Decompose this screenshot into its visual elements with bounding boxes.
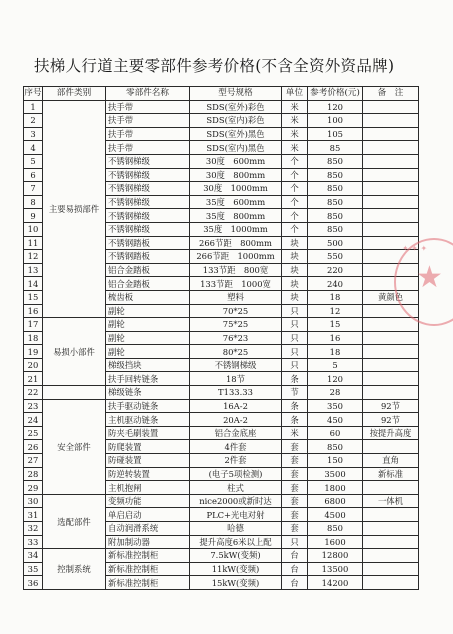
row-number: 31 — [24, 508, 43, 522]
model-spec: 塑料 — [190, 290, 282, 304]
unit: 套 — [282, 454, 308, 468]
model-spec: 133节距 800宽 — [190, 263, 282, 277]
unit: 个 — [282, 209, 308, 223]
table-row — [24, 386, 419, 400]
model-spec: 30度 1000mm — [190, 182, 282, 196]
reference-price: 120 — [308, 100, 363, 114]
model-spec: SDS(室内)黑色 — [190, 141, 282, 155]
part-name: 防夹毛刷装置 — [106, 426, 190, 440]
part-name: 扶手带 — [106, 114, 190, 128]
row-number: 1 — [24, 100, 43, 114]
seal-star-icon: ★ — [416, 260, 443, 295]
part-name: 变频功能 — [106, 494, 190, 508]
header-note: 备 注 — [363, 87, 419, 101]
reference-price: 18 — [308, 345, 363, 359]
row-number: 24 — [24, 413, 43, 427]
category-cell — [43, 386, 106, 400]
reference-price: 850 — [308, 440, 363, 454]
model-spec: 4件套 — [190, 440, 282, 454]
reference-price: 850 — [308, 168, 363, 182]
reference-price: 240 — [308, 277, 363, 291]
part-name: 新标准控制柜 — [106, 562, 190, 576]
reference-price: 220 — [308, 263, 363, 277]
model-spec: T133.33 — [190, 386, 282, 400]
category-cell: 选配部件 — [43, 494, 106, 548]
header-part: 零部件名称 — [106, 87, 190, 101]
row-number: 3 — [24, 127, 43, 141]
reference-price: 15 — [308, 318, 363, 332]
note — [363, 345, 419, 359]
part-name: 铝合金踏板 — [106, 277, 190, 291]
row-number: 8 — [24, 195, 43, 209]
reference-price: 13500 — [308, 562, 363, 576]
row-number: 5 — [24, 154, 43, 168]
row-number: 2 — [24, 114, 43, 128]
model-spec: 提升高度6米以上配 — [190, 535, 282, 549]
model-spec: 18节 — [190, 372, 282, 386]
model-spec: PLC+光电对射 — [190, 508, 282, 522]
reference-price: 120 — [308, 372, 363, 386]
reference-price: 1600 — [308, 535, 363, 549]
row-number: 28 — [24, 467, 43, 481]
model-spec: 柱式 — [190, 481, 282, 495]
category-cell: 控制系统 — [43, 549, 106, 590]
unit: 块 — [282, 277, 308, 291]
model-spec: 266节距 800mm — [190, 236, 282, 250]
reference-price: 850 — [308, 182, 363, 196]
category-cell: 安全部件 — [43, 399, 106, 494]
unit: 只 — [282, 535, 308, 549]
unit: 台 — [282, 576, 308, 590]
model-spec: 15kW(变频) — [190, 576, 282, 590]
unit: 个 — [282, 154, 308, 168]
row-number: 30 — [24, 494, 43, 508]
note — [363, 386, 419, 400]
model-spec: nice2000或新时达 — [190, 494, 282, 508]
note — [363, 331, 419, 345]
reference-price: 850 — [308, 522, 363, 536]
part-name: 单启启动 — [106, 508, 190, 522]
row-number: 32 — [24, 522, 43, 536]
part-name: 不锈钢踏板 — [106, 236, 190, 250]
reference-price: 18 — [308, 290, 363, 304]
reference-price: 6800 — [308, 494, 363, 508]
row-number: 19 — [24, 345, 43, 359]
row-number: 22 — [24, 386, 43, 400]
header-model: 型号规格 — [190, 87, 282, 101]
note — [363, 576, 419, 590]
model-spec: SDS(室内)彩色 — [190, 114, 282, 128]
model-spec: 76*23 — [190, 331, 282, 345]
model-spec: 35度 1000mm — [190, 222, 282, 236]
part-name: 铝合金踏板 — [106, 263, 190, 277]
part-name: 新标准控制柜 — [106, 549, 190, 563]
part-name: 防碰装置 — [106, 454, 190, 468]
row-number: 36 — [24, 576, 43, 590]
note — [363, 168, 419, 182]
reference-price: 85 — [308, 141, 363, 155]
category-cell: 主要易损部件 — [43, 100, 106, 318]
unit: 台 — [282, 549, 308, 563]
model-spec: 16A-2 — [190, 399, 282, 413]
part-name: 不锈钢踏板 — [106, 250, 190, 264]
model-spec: 哈德 — [190, 522, 282, 536]
part-name: 防爬装置 — [106, 440, 190, 454]
row-number: 34 — [24, 549, 43, 563]
part-name: 梯级挡块 — [106, 358, 190, 372]
reference-price: 12 — [308, 304, 363, 318]
note: 黄颜色 — [363, 290, 419, 304]
unit: 个 — [282, 222, 308, 236]
note: 按提升高度 — [363, 426, 419, 440]
row-number: 27 — [24, 454, 43, 468]
document-title: 扶梯人行道主要零部件参考价格(不含全资外资品牌) — [34, 57, 395, 75]
model-spec: (电子5项检测) — [190, 467, 282, 481]
unit: 套 — [282, 440, 308, 454]
part-name: 副轮 — [106, 318, 190, 332]
note — [363, 549, 419, 563]
row-number: 21 — [24, 372, 43, 386]
reference-price: 850 — [308, 154, 363, 168]
unit: 套 — [282, 522, 308, 536]
model-spec: 7.5kW(变频) — [190, 549, 282, 563]
table-row — [24, 100, 419, 114]
part-name: 附加制动器 — [106, 535, 190, 549]
note — [363, 535, 419, 549]
unit: 条 — [282, 399, 308, 413]
table-row — [24, 318, 419, 332]
row-number: 14 — [24, 277, 43, 291]
unit: 块 — [282, 263, 308, 277]
part-name: 梳齿板 — [106, 290, 190, 304]
reference-price: 350 — [308, 399, 363, 413]
model-spec: 30度 800mm — [190, 168, 282, 182]
reference-price: 850 — [308, 209, 363, 223]
unit: 套 — [282, 508, 308, 522]
unit: 米 — [282, 114, 308, 128]
part-name: 不锈钢梯级 — [106, 195, 190, 209]
unit: 米 — [282, 141, 308, 155]
row-number: 20 — [24, 358, 43, 372]
reference-price: 60 — [308, 426, 363, 440]
reference-price: 16 — [308, 331, 363, 345]
note — [363, 141, 419, 155]
note — [363, 114, 419, 128]
note: 92节 — [363, 413, 419, 427]
header-category: 部件类别 — [43, 87, 106, 101]
note — [363, 440, 419, 454]
note — [363, 182, 419, 196]
table-row — [24, 494, 419, 508]
reference-price: 500 — [308, 236, 363, 250]
part-name: 不锈钢梯级 — [106, 222, 190, 236]
part-name: 新标准控制柜 — [106, 576, 190, 590]
row-number: 25 — [24, 426, 43, 440]
part-name: 扶手带 — [106, 100, 190, 114]
unit: 只 — [282, 358, 308, 372]
model-spec: SDS(室外)彩色 — [190, 100, 282, 114]
model-spec: 铝合金底座 — [190, 426, 282, 440]
reference-price: 14200 — [308, 576, 363, 590]
unit: 个 — [282, 168, 308, 182]
unit: 只 — [282, 304, 308, 318]
reference-price: 105 — [308, 127, 363, 141]
row-number: 29 — [24, 481, 43, 495]
note — [363, 100, 419, 114]
unit: 块 — [282, 236, 308, 250]
row-number: 12 — [24, 250, 43, 264]
reference-price: 12800 — [308, 549, 363, 563]
note — [363, 372, 419, 386]
row-number: 33 — [24, 535, 43, 549]
unit: 块 — [282, 250, 308, 264]
note — [363, 209, 419, 223]
part-name: 梯级链条 — [106, 386, 190, 400]
table-row — [24, 549, 419, 563]
note: 一体机 — [363, 494, 419, 508]
reference-price: 4500 — [308, 508, 363, 522]
row-number: 13 — [24, 263, 43, 277]
row-number: 26 — [24, 440, 43, 454]
unit: 套 — [282, 467, 308, 481]
unit: 个 — [282, 182, 308, 196]
row-number: 17 — [24, 318, 43, 332]
note — [363, 562, 419, 576]
part-name: 防逆转装置 — [106, 467, 190, 481]
note: 新标准 — [363, 467, 419, 481]
reference-price: 150 — [308, 454, 363, 468]
row-number: 10 — [24, 222, 43, 236]
price-table — [23, 86, 419, 590]
unit: 块 — [282, 290, 308, 304]
unit: 条 — [282, 413, 308, 427]
unit: 米 — [282, 100, 308, 114]
model-spec: 75*25 — [190, 318, 282, 332]
part-name: 不锈钢梯级 — [106, 182, 190, 196]
seal-ring-text: ✦ ✦ ✦ — [402, 244, 428, 253]
header-price: 参考价格(元) — [308, 87, 363, 101]
note — [363, 522, 419, 536]
note — [363, 318, 419, 332]
note — [363, 508, 419, 522]
header-unit: 单位 — [282, 87, 308, 101]
note — [363, 481, 419, 495]
part-name: 扶手驱动链条 — [106, 399, 190, 413]
table-body — [24, 100, 419, 589]
note — [363, 358, 419, 372]
part-name: 副轮 — [106, 345, 190, 359]
row-number: 9 — [24, 209, 43, 223]
category-cell: 易损小部件 — [43, 318, 106, 386]
note — [363, 195, 419, 209]
model-spec: 80*25 — [190, 345, 282, 359]
model-spec: 20A-2 — [190, 413, 282, 427]
part-name: 不锈钢梯级 — [106, 168, 190, 182]
row-number: 6 — [24, 168, 43, 182]
reference-price: 100 — [308, 114, 363, 128]
part-name: 扶手带 — [106, 141, 190, 155]
part-name: 不锈钢梯级 — [106, 154, 190, 168]
row-number: 18 — [24, 331, 43, 345]
note — [363, 222, 419, 236]
unit: 只 — [282, 318, 308, 332]
row-number: 7 — [24, 182, 43, 196]
reference-price: 850 — [308, 222, 363, 236]
reference-price: 28 — [308, 386, 363, 400]
part-name: 副轮 — [106, 304, 190, 318]
model-spec: 70*25 — [190, 304, 282, 318]
row-number: 4 — [24, 141, 43, 155]
reference-price: 1800 — [308, 481, 363, 495]
model-spec: 133节距 1000宽 — [190, 277, 282, 291]
reference-price: 850 — [308, 195, 363, 209]
table-header-row — [24, 87, 419, 101]
unit: 套 — [282, 481, 308, 495]
model-spec: 35度 600mm — [190, 195, 282, 209]
unit: 套 — [282, 494, 308, 508]
part-name: 扶手回转链条 — [106, 372, 190, 386]
note — [363, 127, 419, 141]
row-number: 11 — [24, 236, 43, 250]
unit: 个 — [282, 195, 308, 209]
unit: 条 — [282, 372, 308, 386]
header-no: 序号 — [24, 88, 42, 99]
reference-price: 550 — [308, 250, 363, 264]
part-name: 主机驱动链条 — [106, 413, 190, 427]
model-spec: 30度 600mm — [190, 154, 282, 168]
table-row — [24, 399, 419, 413]
part-name: 不锈钢梯级 — [106, 209, 190, 223]
part-name: 副轮 — [106, 331, 190, 345]
part-name: 扶手带 — [106, 127, 190, 141]
row-number: 23 — [24, 399, 43, 413]
unit: 台 — [282, 562, 308, 576]
row-number: 16 — [24, 304, 43, 318]
unit: 只 — [282, 345, 308, 359]
model-spec: 11kW(变频) — [190, 562, 282, 576]
model-spec: 2件套 — [190, 454, 282, 468]
note: 直角 — [363, 454, 419, 468]
model-spec: 266节距 1000mm — [190, 250, 282, 264]
note: 92节 — [363, 399, 419, 413]
model-spec: 35度 800mm — [190, 209, 282, 223]
row-number: 15 — [24, 290, 43, 304]
part-name: 主机抱闸 — [106, 481, 190, 495]
model-spec: SDS(室外)黑色 — [190, 127, 282, 141]
reference-price: 3500 — [308, 467, 363, 481]
unit: 只 — [282, 331, 308, 345]
note — [363, 154, 419, 168]
model-spec: 不锈钢梯级 — [190, 358, 282, 372]
unit: 节 — [282, 386, 308, 400]
reference-price: 5 — [308, 358, 363, 372]
unit: 米 — [282, 127, 308, 141]
reference-price: 450 — [308, 413, 363, 427]
row-number: 35 — [24, 562, 43, 576]
part-name: 自动润滑系统 — [106, 522, 190, 536]
unit: 米 — [282, 426, 308, 440]
